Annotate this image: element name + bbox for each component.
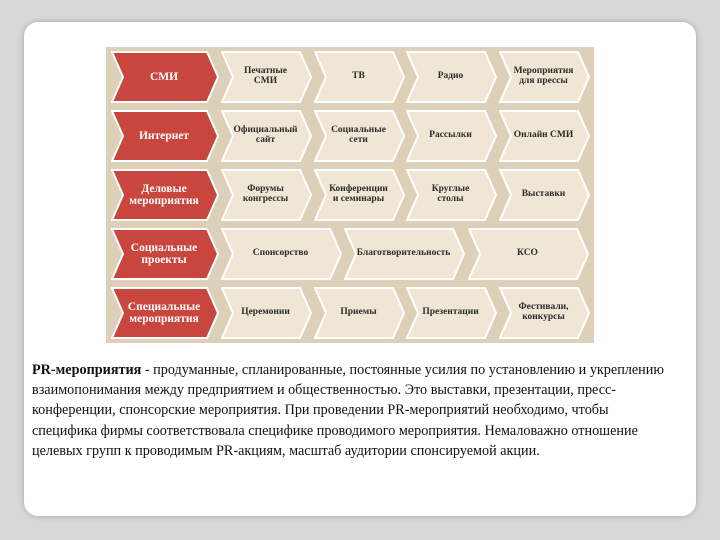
pr-channels-diagram	[106, 47, 594, 343]
category-label: Интернет	[138, 129, 190, 142]
item-label: Презентации	[422, 307, 479, 318]
item-label: Спонсорство	[252, 248, 309, 259]
category-label: Социальные проекты	[130, 241, 198, 266]
diagram-row	[111, 228, 589, 280]
category-label: Деловые мероприятия	[129, 182, 199, 207]
diagram-row	[111, 110, 589, 162]
item-label: Церемонии	[241, 307, 290, 318]
item-label: Фестивали, конкурсы	[518, 302, 569, 322]
item-label: Официальный сайт	[233, 125, 298, 145]
item-label: Онлайн СМИ	[513, 130, 574, 141]
item-label: Рассылки	[429, 130, 472, 141]
item-label: Приемы	[340, 307, 377, 318]
item-label: ТВ	[352, 71, 365, 82]
slide	[24, 22, 696, 516]
description-term: PR-мероприятия	[32, 362, 142, 378]
description-paragraph	[32, 360, 672, 461]
diagram-row	[111, 169, 589, 221]
diagram-row	[111, 287, 589, 339]
diagram-row	[111, 51, 589, 103]
item-label: Конференции и семинары	[329, 184, 388, 204]
item-label: Форумы конгрессы	[242, 184, 289, 204]
item-label: Радио	[437, 71, 464, 82]
item-label: КСО	[517, 248, 538, 259]
item-label: Благотворительность	[356, 248, 451, 259]
item-label: Мероприятия для прессы	[513, 66, 574, 86]
item-label: Социальные сети	[331, 125, 386, 145]
category-label: Специальные мероприятия	[127, 300, 201, 325]
item-label: Печатные СМИ	[243, 66, 287, 86]
description-text: - продуманные, спланированные, постоянные усилия по установлению и укреплению взаимопонимания между предприятием и общественностью. Это выставки, презентации, пресс-конференции, спонсорские мероприятия. При проведении PR-мероприятий необходимо, чтобы специфика фирмы соответствовала специфике проводимого мероприятия. Немаловажно отношение целевых групп к проводимым PR-акциям, масштаб аудитории спонсируемой акции.	[32, 362, 664, 459]
item-label: Выставки	[521, 189, 566, 200]
category-label: СМИ	[149, 70, 179, 83]
item-label: Круглые столы	[431, 184, 470, 204]
